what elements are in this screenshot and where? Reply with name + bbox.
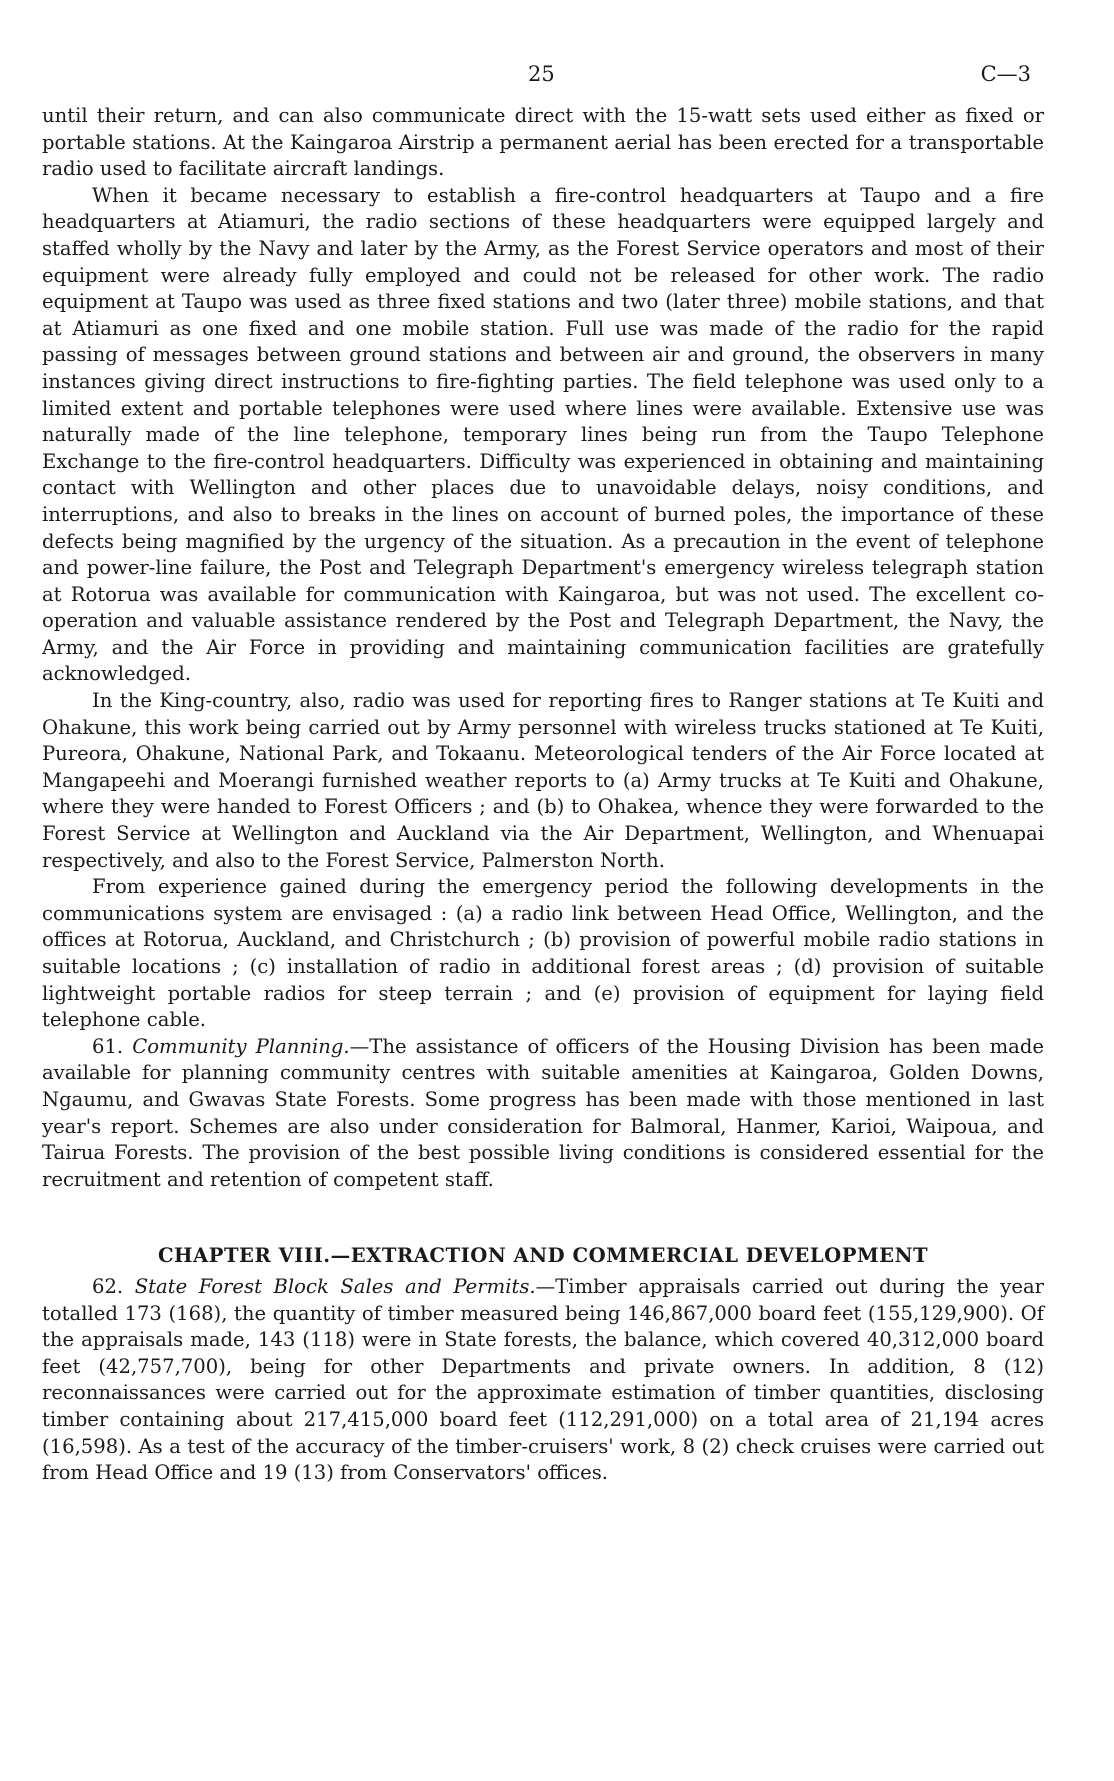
section-61-text: —The assistance of officers of the Housing Division has been made available for planning community centres with suitable amenities at Kaingaroa, Golden Downs, Ngaumu, and Gwavas State Forests. Some progress has been made with those mentioned in last year's report. Schemes are also under consideration for Balmoral, Hanmer, Karioi, Waipoua, and Tairua Forests. The provision of the best possible living conditions is considered essential for the recruitment and retention of competent staff. xyxy=(42,1034,1044,1191)
section-61-number: 61. xyxy=(92,1034,124,1058)
section-62 xyxy=(42,1274,1044,1487)
section-62-number: 62. xyxy=(92,1274,124,1298)
body-text xyxy=(42,103,1044,1487)
paragraph-king-country: In the King-country, also, radio was used for reporting fires to Ranger stations at Te Kuiti and Ohakune, this work being carried out by Army personnel with wireless trucks stationed at Te Kuiti, Pureora, Ohakune, National Park, and Tokaanu. Meteorological tenders of the Air Force located at Mangapeehi and Moerangi furnished weather reports to (a) Army trucks at Te Kuiti and Ohakune, where they were handed to Forest Officers ; and (b) to Ohakea, whence they were forwarded to the Forest Service at Wellington and Auckland via the Air Department, Wellington, and Whenuapai respectively, and also to the Forest Service, Palmerston North. xyxy=(42,689,1044,872)
paragraph-continuation: until their return, and can also communicate direct with the 15-watt sets used either as fixed or portable stations. At the Kaingaroa Airstrip a permanent aerial has been erected for a transportable radio used to facilitate aircraft landings. xyxy=(42,104,1044,181)
chapter-heading: CHAPTER VIII.—EXTRACTION AND COMMERCIAL DEVELOPMENT xyxy=(157,1244,929,1268)
paragraph-developments: From experience gained during the emergency period the following developments in the communications system are envisaged : (a) a radio link between Head Office, Wellington, and the offices at Rotorua, Auckland, and Christchurch ; (b) provision of powerful mobile radio stations in suitable locations ; (c) installation of radio in additional forest areas ; (d) provision of suitable lightweight portable radios for steep terrain ; and (e) provision of equipment for laying field telephone cable. xyxy=(42,875,1044,1032)
paragraph-fire-control-radio: When it became necessary to establish a fire-control headquarters at Taupo and a fire headquarters at Atiamuri, the radio sections of these headquarters were equipped largely and staffed wholly by the Navy and later by the Army, as the Forest Service operators and most of their equipment were already fully employed and could not be released for other work. The radio equipment at Taupo was used as three fixed stations and two (later three) mobile stations, and that at Atiamuri as one fixed and one mobile station. Full use was made of the radio for the rapid passing of messages between ground stations and between air and ground, the observers in many instances giving direct instructions to fire-fighting parties. The field telephone was used only to a limited extent and portable telephones were used where lines were available. Extensive use was naturally made of the line telephone, temporary lines being run from the Taupo Telephone Exchange to the fire-control headquarters. Difficulty was experienced in obtaining and maintaining contact with Wellington and other places due to unavoidable delays, noisy conditions, and interruptions, and also to breaks in the lines on account of burned poles, the importance of these defects being magnified by the urgency of the situation. As a precaution in the event of telephone and power-line failure, the Post and Telegraph Department's emergency wireless telegraph station at Rotorua was available for communication with Kaingaroa, but was not used. The excellent co-operation and valuable assistance rendered by the Post and Telegraph Department, the Navy, the Army, and the Air Force in providing and maintaining communication facilities are gratefully acknowledged. xyxy=(42,183,1044,686)
section-62-text: —Timber appraisals carried out during the year totalled 173 (168), the quantity of timber measured being 146,867,000 board feet (155,129,900). Of the appraisals made, 143 (118) were in State forests, the balance, which covered 40,312,000 board feet (42,757,700), being for other Departments and private owners. In addition, 8 (12) reconnaissances were carried out for the approximate estimation of timber quantities, disclosing timber containing about 217,415,000 board feet (112,291,000) on a total area of 21,194 acres (16,598). As a test of the accuracy of the timber-cruisers' work, 8 (2) check cruises were carried out from Head Office and 19 (13) from Conservators' offices. xyxy=(42,1274,1044,1485)
page-number: 25 xyxy=(528,62,555,86)
page-header xyxy=(0,62,1114,96)
document-code: C—3 xyxy=(980,62,1031,86)
section-62-title: State Forest Block Sales and Permits. xyxy=(134,1274,536,1298)
section-61-title: Community Planning. xyxy=(132,1034,350,1058)
section-61 xyxy=(42,1034,1044,1194)
